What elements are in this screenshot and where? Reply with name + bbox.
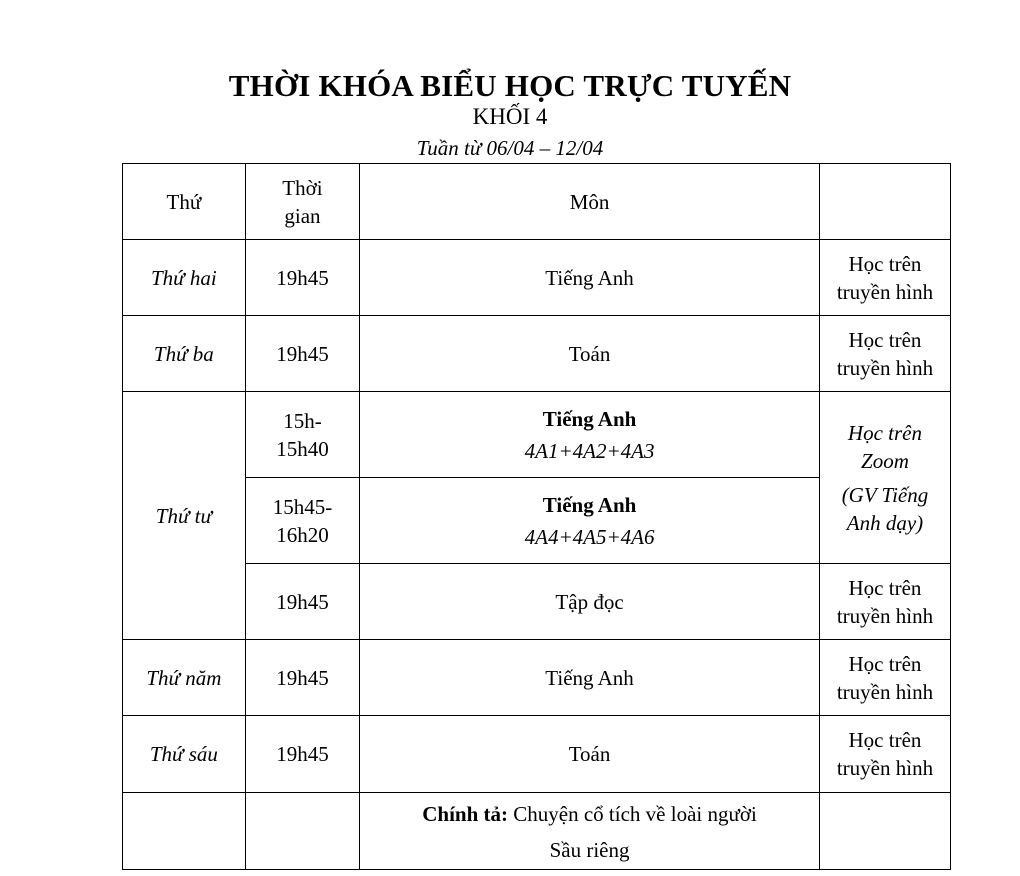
table-row: [123, 716, 951, 793]
time-line: 15h40: [276, 436, 329, 461]
subject-cell: Toán: [360, 316, 820, 392]
note-line: (GV Tiếng: [841, 482, 929, 507]
day-cell: Thứ hai: [123, 240, 246, 316]
note-line: Học trên: [848, 651, 922, 676]
time-cell: 19h45: [245, 716, 359, 793]
class-list: 4A1+4A2+4A3: [524, 438, 655, 463]
header-mon: Môn: [360, 164, 820, 240]
lesson-line: [364, 800, 815, 828]
subject-name: Tiếng Anh: [542, 492, 637, 517]
week-range: Tuần từ 06/04 – 12/04: [416, 136, 604, 160]
note-line: truyền hình: [836, 279, 934, 304]
subject-cell: [360, 392, 820, 478]
table-row: [123, 316, 951, 392]
note-cell: [819, 793, 950, 870]
subject-cell: [360, 793, 820, 870]
table-row: [123, 392, 951, 478]
subject-name: Tiếng Anh: [542, 406, 637, 431]
note-line: Zoom: [861, 448, 909, 473]
time-cell: [245, 793, 359, 870]
day-cell: Thứ ba: [123, 316, 246, 392]
time-cell: 19h45: [245, 240, 359, 316]
grade-subtitle: KHỐI 4: [472, 104, 548, 129]
subject-cell: [360, 478, 820, 564]
subject-cell: Tiếng Anh: [360, 640, 820, 716]
time-cell: 19h45: [245, 640, 359, 716]
timetable: [122, 163, 951, 870]
note-line: Học trên: [848, 575, 922, 600]
time-line: 16h20: [276, 522, 329, 547]
note-cell: [819, 640, 950, 716]
header-thoi-gian-line1: Thời: [282, 175, 323, 200]
note-cell: [819, 316, 950, 392]
header-thu: Thứ: [123, 164, 246, 240]
header-thoi-gian-line2: gian: [284, 203, 321, 228]
time-cell: 19h45: [245, 564, 359, 640]
day-cell: Thứ năm: [123, 640, 246, 716]
lesson-label: Chính tả:: [422, 802, 509, 826]
time-line: 15h45-: [272, 494, 333, 519]
note-cell: [819, 564, 950, 640]
note-cell: [819, 240, 950, 316]
note-line: truyền hình: [836, 756, 934, 780]
note-cell: [819, 716, 950, 793]
time-line: 15h-: [283, 408, 322, 433]
table-row: [123, 793, 951, 870]
time-cell: [245, 478, 359, 564]
class-list: 4A4+4A5+4A6: [524, 524, 655, 549]
note-line: truyền hình: [836, 603, 934, 628]
subject-cell: Tập đọc: [360, 564, 820, 640]
day-cell: [123, 793, 246, 870]
note-line: Học trên: [848, 728, 922, 752]
table-row: [123, 240, 951, 316]
lesson-line-2: Sầu riêng: [549, 838, 630, 862]
note-line: Học trên: [848, 327, 922, 352]
header-note: [819, 164, 950, 240]
table-row: [123, 640, 951, 716]
note-line: Anh dạy): [846, 510, 924, 535]
note-line: truyền hình: [836, 679, 934, 704]
note-line: truyền hình: [836, 355, 934, 380]
note-cell-zoom: [819, 392, 950, 564]
day-cell: Thứ sáu: [123, 716, 246, 793]
lesson-text: Chuyện cổ tích về loài người: [508, 802, 757, 826]
time-cell: 19h45: [245, 316, 359, 392]
time-cell: [245, 392, 359, 478]
header-thoi-gian: [245, 164, 359, 240]
day-cell: Thứ tư: [123, 392, 246, 640]
table-header-row: [123, 164, 951, 240]
table-row: [123, 564, 951, 640]
subject-cell: Tiếng Anh: [360, 240, 820, 316]
subject-cell: Toán: [360, 716, 820, 793]
page-title: THỜI KHÓA BIỂU HỌC TRỰC TUYẾN: [228, 68, 792, 103]
note-line: Học trên: [848, 251, 922, 276]
note-line: Học trên: [847, 420, 922, 445]
